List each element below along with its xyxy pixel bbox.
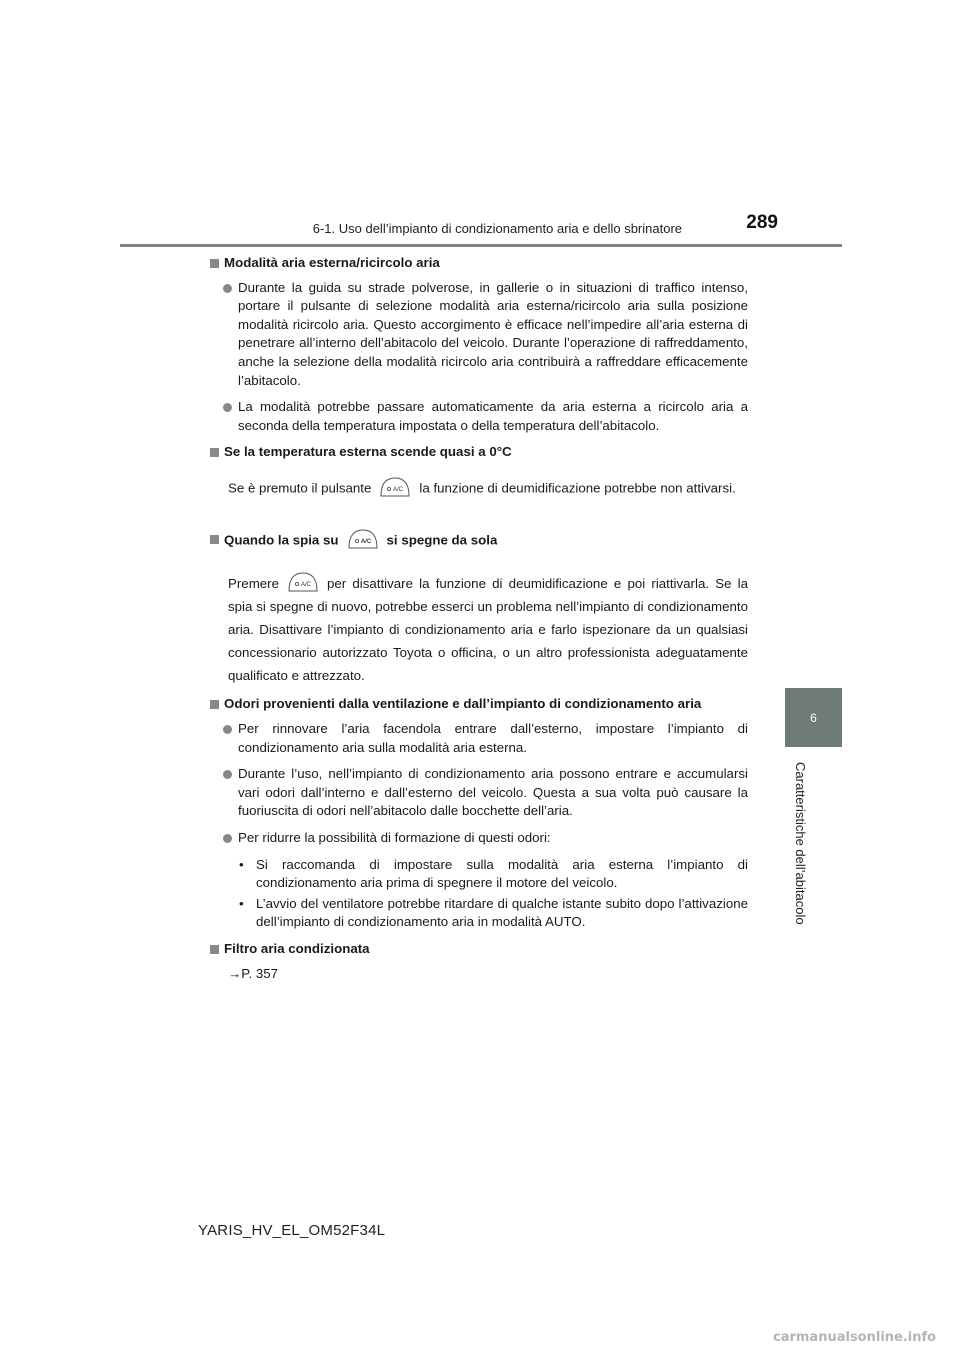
document-code: YARIS_HV_EL_OM52F34L: [198, 1222, 386, 1239]
ac-button-label: A/C: [300, 582, 312, 589]
paragraph: Premere A/C per disattivare la funzione di deumidificazione e poi riattivarla. Se la spia si spegne di nuovo, potrebbe esserci un problema nell’impianto di condizionamento aria. Disattivare l’impianto di condizionamento aria e farlo ispezionare da un qualsiasi concessionario autorizzato Toyota o officina, o un altro professionista adeguatamente qualificato e attrezzato.: [210, 572, 748, 687]
section-heading: Modalità aria esterna/ricircolo aria: [210, 254, 748, 273]
page-number: 289: [746, 212, 778, 233]
chapter-number: 6: [810, 710, 817, 725]
square-bullet-icon: [210, 448, 219, 457]
header-title: 6-1. Uso dell’impianto di condizionamento aria e dello sbrinatore: [312, 221, 682, 236]
bullet-item: La modalità potrebbe passare automaticamente da aria esterna a ricircolo aria a seconda della temperatura impostata o della temperatura dell’abitacolo.: [210, 398, 748, 435]
bullet-item: Durante la guida su strade polverose, in gallerie o in situazioni di traffico intenso, portare il pulsante di selezione modalità aria esterna/ricircolo aria sulla posizione modalità ricircolo aria. Questo accorgimento è efficace nell’impedire all’aria esterna di penetrare all’interno dell’abitacolo del veicolo. Durante l’operazione di raffreddamento, anche la selezione della modalità ricircolo aria contribuirà a raffreddare efficacemente l’abitacolo.: [210, 279, 748, 391]
square-bullet-icon: [210, 259, 219, 268]
sub-bullet-marker: •: [239, 856, 244, 872]
round-bullet-icon: [223, 834, 232, 843]
section-heading: Filtro aria condizionata: [210, 940, 748, 959]
square-bullet-icon: [210, 535, 219, 544]
round-bullet-icon: [223, 403, 232, 412]
chapter-label: Caratteristiche dell’abitacolo: [793, 762, 808, 925]
ac-button-icon: [377, 476, 413, 498]
bullet-item: Per rinnovare l’aria facendola entrare dall’esterno, impostare l’impianto di condizionamento aria sulla modalità aria esterna.: [210, 720, 748, 757]
sub-bullet-marker: •: [239, 895, 244, 911]
watermark: carmanualsonline.info: [773, 1330, 937, 1345]
bullet-item: Per ridurre la possibilità di formazione di questi odori:: [210, 829, 748, 848]
sub-item: • Si raccomanda di impostare sulla modalità aria esterna l’impianto di condizionamento aria prima di spegnere il motore del veicolo.: [239, 856, 748, 891]
page-reference[interactable]: →P. 357: [228, 965, 279, 981]
round-bullet-icon: [223, 770, 232, 779]
ac-button-label: A/C: [360, 538, 371, 545]
ac-button-icon: [285, 571, 321, 593]
ac-button-icon: [345, 528, 381, 550]
round-bullet-icon: [223, 725, 232, 734]
section-heading: Quando la spia su A/C si spegne da sola: [210, 530, 748, 552]
chapter-tab: [785, 688, 842, 747]
section-heading: Se la temperatura esterna scende quasi a 0°C: [210, 443, 748, 462]
page-content: [210, 254, 748, 983]
square-bullet-icon: [210, 945, 219, 954]
paragraph: Se è premuto il pulsante A/C la funzione di deumidificazione potrebbe non attivarsi.: [210, 478, 748, 500]
square-bullet-icon: [210, 700, 219, 709]
round-bullet-icon: [223, 284, 232, 293]
bullet-item: Durante l’uso, nell’impianto di condizionamento aria possono entrare e accumularsi vari odori dall’interno e dall’esterno del veicolo. Questa a sua volta può causare la fuoriuscita di odori nell’abitacolo dalle bocchette dell’aria.: [210, 765, 748, 821]
header-divider: [120, 244, 842, 247]
ac-button-label: A/C: [393, 486, 404, 493]
sub-item: • L’avvio del ventilatore potrebbe ritardare di qualche istante subito dopo l’attivazione dell’impianto di condizionamento aria in modalità AUTO.: [239, 895, 748, 930]
section-heading: Odori provenienti dalla ventilazione e dall’impianto di condizionamento aria: [210, 695, 748, 714]
